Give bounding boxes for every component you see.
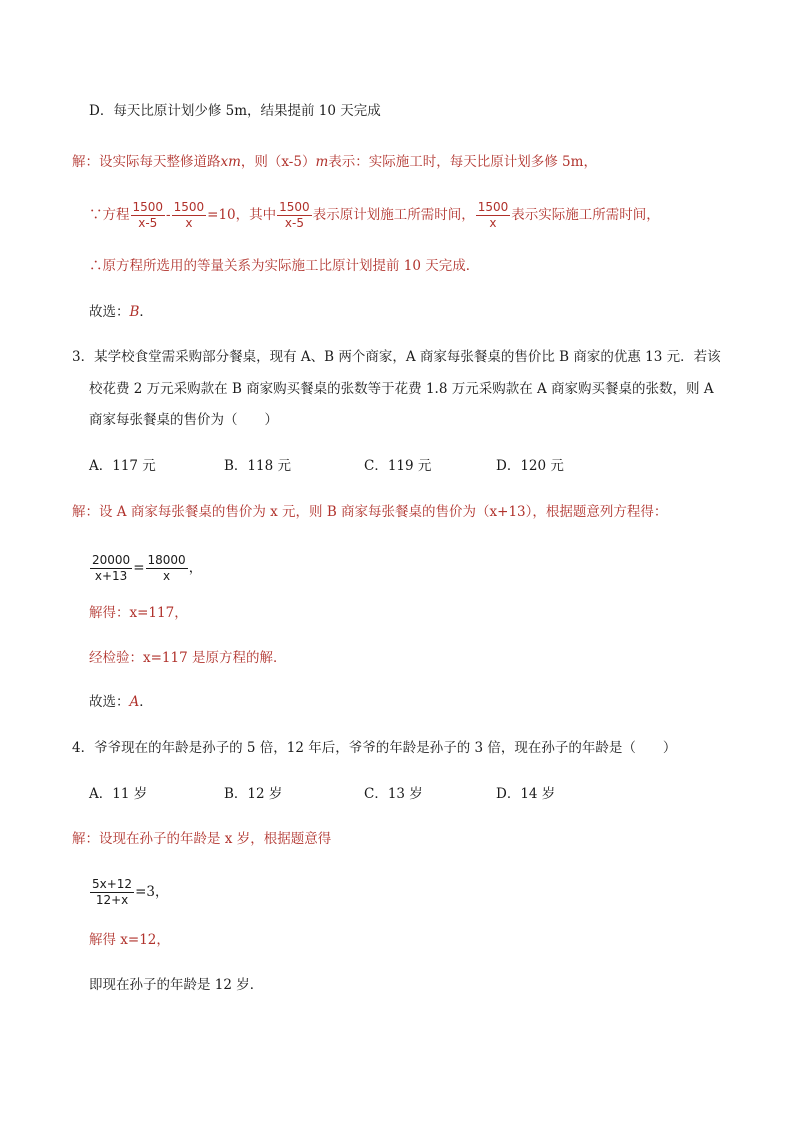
q3-equation-line (89, 553, 202, 584)
q4-solution-line1: 解：设现在孙子的年龄是 x 岁，根据题意得 (72, 831, 332, 847)
q3-fraction-2 (146, 553, 188, 584)
q2-answer-line (89, 302, 153, 322)
q2-answer-end: ． (139, 304, 153, 320)
q3-frac1-den: x+13 (94, 569, 128, 583)
q3-check: 经检验：x=117 是原方程的解． (89, 650, 287, 666)
q3-frac2-num: 18000 (147, 553, 186, 567)
q2-frac1-den: x-5 (138, 216, 158, 230)
q4-option-c: C．13 岁 (364, 786, 423, 802)
q2-eq-equals: =10，其中 (207, 207, 277, 223)
q2-desc2: 表示实际施工所需时间， (511, 207, 660, 223)
q2-frac3-den: x-5 (284, 216, 304, 230)
q3-eq: = (133, 560, 145, 576)
q3-text-line3: 商家每张餐桌的售价为（ ） (89, 412, 278, 428)
q4-solve: 解得 x=12， (89, 932, 170, 948)
q2-equation-line (89, 200, 660, 231)
q4-eq-end: =3， (135, 884, 169, 900)
q3-fraction-1 (90, 553, 132, 584)
q4-fraction (90, 877, 134, 908)
q4-option-b: B．12 岁 (224, 786, 283, 802)
q2-option-d: D．每天比原计划少修 5m，结果提前 10 天完成 (89, 103, 381, 119)
q2-conclusion: ∴原方程所选用的等量关系为实际施工比原计划提前 10 天完成． (89, 258, 480, 274)
q3-answer-line (89, 692, 153, 712)
q2-answer-label: 故选： (89, 304, 130, 320)
q2-fraction-2 (172, 200, 207, 231)
q2-fraction-3 (277, 200, 312, 231)
q2-minus: - (166, 207, 171, 223)
q4-option-a: A．11 岁 (89, 786, 148, 802)
q3-text-line1: 3．某学校食堂需采购部分餐桌，现有 A、B 两个商家，A 商家每张餐桌的售价比 B 商家的优惠 13 元．若该 (72, 349, 721, 365)
q2-frac3-num: 1500 (279, 200, 310, 214)
q3-option-a: A．117 元 (89, 458, 156, 474)
q4-final: 即现在孙子的年龄是 12 岁． (89, 977, 264, 993)
q2-sol-m: m (315, 154, 329, 170)
q2-frac1-num: 1500 (132, 200, 164, 214)
q2-fraction-4 (476, 200, 511, 231)
q4-equation-line (89, 877, 168, 908)
q2-frac4-num: 1500 (477, 200, 509, 214)
q3-frac1-num: 20000 (92, 553, 131, 567)
q2-fraction-1 (131, 200, 166, 231)
q3-answer: A (129, 694, 140, 710)
q4-text-line1: 4．爷爷现在的年龄是孙子的 5 倍，12 年后，爷爷的年龄是孙子的 3 倍，现在孙子的年龄是（ ） (72, 740, 677, 756)
q2-frac2-num: 1500 (173, 200, 205, 214)
q2-desc1: 表示原计划施工所需时间， (312, 207, 475, 223)
q3-solution-line1: 解：设 A 商家每张餐桌的售价为 x 元，则 B 商家每张餐桌的售价为（x+13），根据题意列方程得： (72, 504, 668, 520)
q3-answer-end: ． (139, 694, 153, 710)
q2-sol-text-a: 解：设实际每天整修道路 (72, 154, 221, 170)
q2-eq-prefix: ∵方程 (89, 207, 130, 223)
q3-option-d: D．120 元 (496, 458, 564, 474)
q2-answer: B (129, 304, 140, 320)
q4-frac-num: 5x+12 (92, 877, 133, 891)
q2-sol-text-c: 表示：实际施工时，每天比原计划多修 5m， (328, 154, 597, 170)
q3-text-line2: 校花费 2 万元采购款在 B 商家购买餐桌的张数等于花费 1.8 万元采购款在 A 商家购买餐桌的张数，则 A (89, 381, 714, 397)
q3-option-b: B．118 元 (224, 458, 291, 474)
q2-frac2-den: x (185, 216, 193, 230)
q3-frac2-den: x (163, 569, 171, 583)
q3-option-c: C．119 元 (364, 458, 432, 474)
q3-answer-label: 故选： (89, 694, 130, 710)
q4-frac-den: 12+x (95, 893, 129, 907)
q3-eq-end: ， (188, 560, 203, 576)
q2-solution-line1 (72, 152, 597, 172)
q2-sol-var: xm (220, 154, 241, 170)
q2-frac4-den: x (489, 216, 497, 230)
q4-option-d: D．14 岁 (496, 786, 556, 802)
q2-sol-text-b: ，则（x-5） (240, 154, 316, 170)
q3-solve: 解得：x=117， (89, 605, 188, 621)
